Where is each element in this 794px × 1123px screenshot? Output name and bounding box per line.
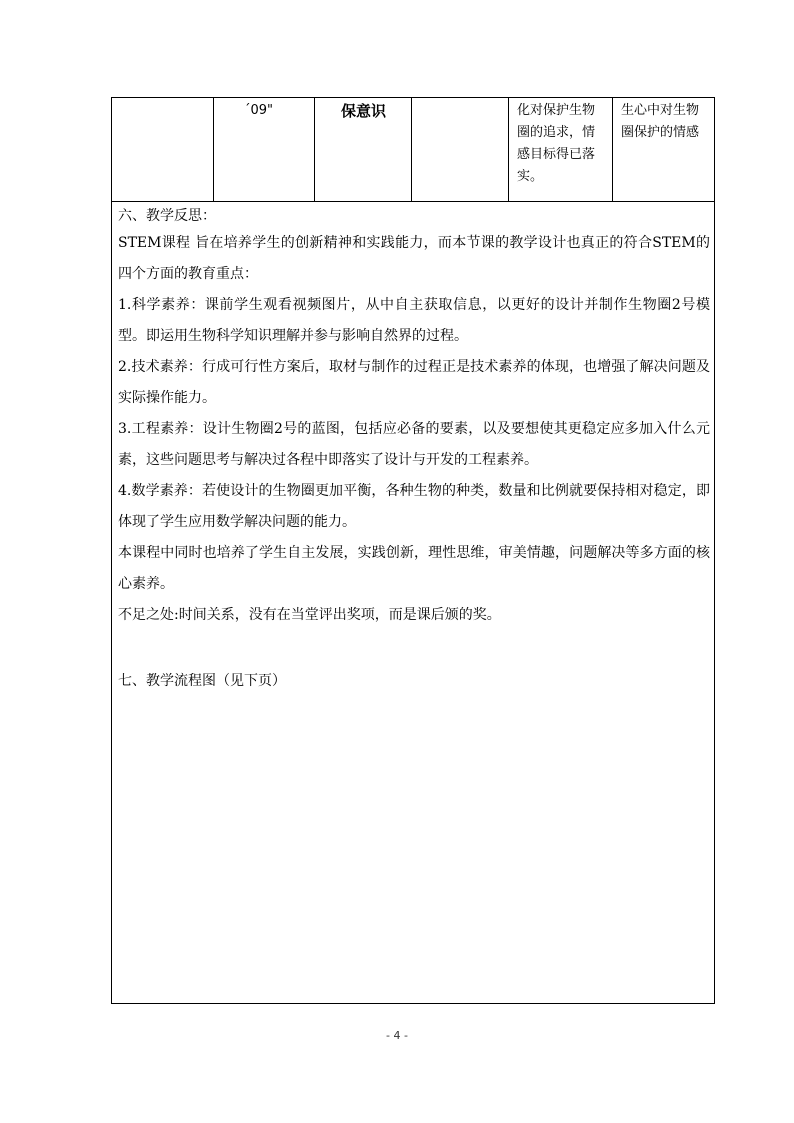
reflection-paragraph-engineering: 3.工程素养：设计生物圈2号的蓝图，包括应必备的要素，以及要想使其更稳定应多加入什么元素，这些问题思考与解决过各程中即落实了设计与开发的工程素养。 (118, 421, 710, 468)
page-number: - 4 - (386, 1029, 408, 1042)
section-heading-reflection: 六、教学反思： (118, 208, 216, 224)
table-cell-6-text: 生心中对生物圈保护的情感 (621, 103, 700, 140)
table-cell-3-text: 保意识 (341, 102, 387, 120)
table-cell-5 (509, 98, 613, 202)
reflection-paragraph-technology: 2.技术素养：行成可行性方案后，取材与制作的过程正是技术素养的体现，也增强了解决问题及实际操作能力。 (118, 359, 710, 406)
table-cell-4 (412, 98, 509, 202)
table-cell-3 (315, 98, 412, 202)
table-cell-5-text: 化对保护生物圈的追求，情感目标得已落实。 (517, 103, 596, 184)
reflection-paragraph-core-literacy: 本课程中同时也培养了学生自主发展，实践创新，理性思维，审美情趣，问题解决等多方面的核心素养。 (118, 545, 710, 592)
reflection-paragraph-math: 4.数学素养：若使设计的生物圈更加平衡，各种生物的种类，数量和比例就要保持相对稳定，即体现了学生应用数学解决问题的能力。 (118, 483, 710, 530)
reflection-paragraph-shortcomings: 不足之处:时间关系，没有在当堂评出奖项，而是课后颁的奖。 (118, 607, 501, 623)
reflection-paragraph-intro: STEM课程 旨在培养学生的创新精神和实践能力，而本节课的教学设计也真正的符合STEM的四个方面的教育重点： (118, 235, 710, 282)
table-cell-2 (214, 98, 315, 202)
section-heading-flowchart: 七、教学流程图（见下页） (118, 673, 286, 689)
table-top-row (111, 97, 715, 201)
blank-line (118, 631, 710, 666)
reflection-paragraph-science: 1.科学素养：课前学生观看视频图片，从中自主获取信息，以更好的设计并制作生物圈2号模型。即运用生物科学知识理解并参与影响自然界的过程。 (118, 297, 710, 344)
table-cell-6 (613, 98, 714, 202)
table-cell-2-text: ´09" (244, 103, 274, 118)
table-cell-1 (112, 98, 214, 202)
reflection-section (111, 201, 715, 1004)
